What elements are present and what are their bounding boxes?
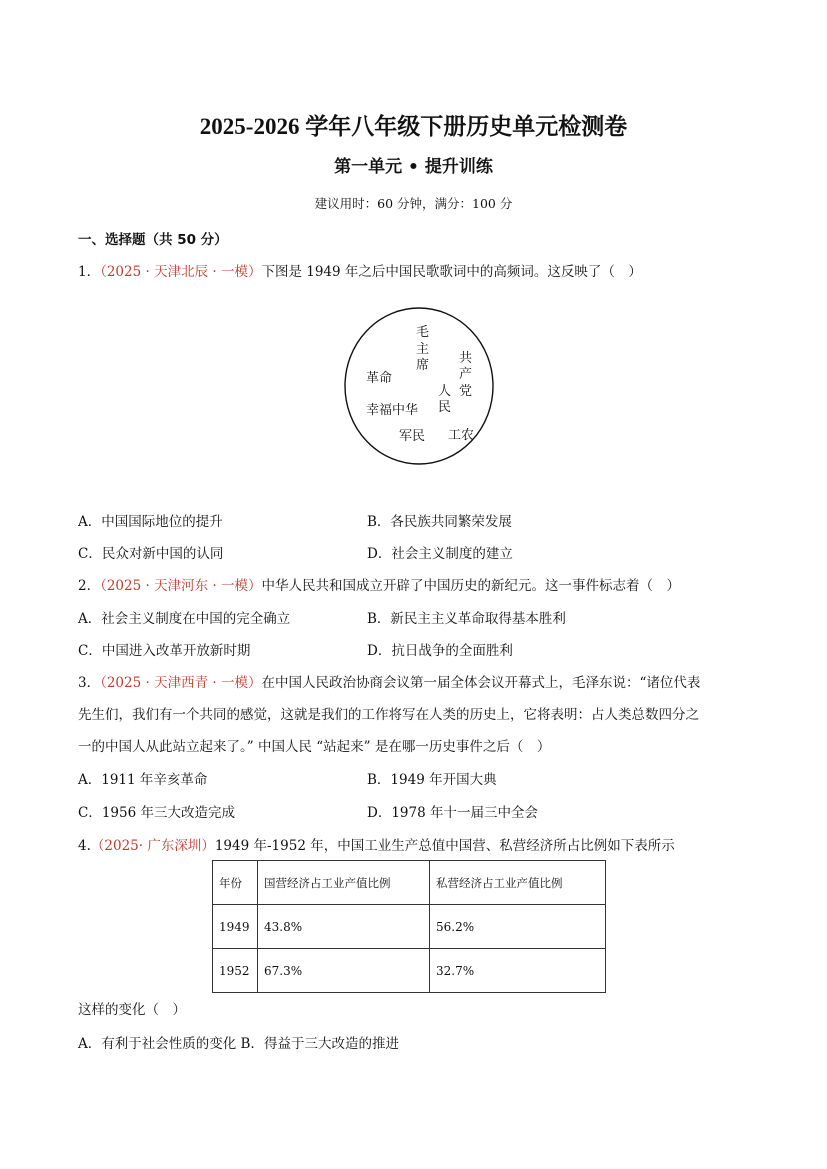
q1-option-c[interactable]: C．民众对新中国的认同	[78, 546, 224, 562]
question-source: （2025 · 天津河东 · 一模）	[100, 578, 262, 594]
table-header-year: 年份	[213, 861, 258, 905]
table-cell: 32.7%	[430, 949, 606, 993]
word-circle-figure	[343, 306, 495, 466]
word-junmin: 军民	[399, 429, 426, 444]
table-header-row	[213, 861, 606, 905]
q2-option-c[interactable]: C．中国进入改革开放新时期	[78, 643, 251, 659]
q2-option-a[interactable]: A．社会主义制度在中国的完全确立	[78, 611, 291, 627]
time-info: 建议用时：60 分钟，满分：100 分	[314, 196, 513, 211]
table-header-private: 私营经济占工业产值比例	[430, 861, 606, 905]
question-3	[78, 671, 700, 691]
q2-option-b[interactable]: B．新民主主义革命取得基本胜利	[367, 611, 566, 627]
q3-option-c[interactable]: C．1956 年三大改造完成	[78, 805, 235, 821]
word-min: 民	[438, 400, 452, 415]
question-3-line-2: 先生们，我们有一个共同的感觉，这就是我们的工作将写在人类的历史上，它将表明：占人类总数四分之	[78, 707, 699, 723]
word-zhu: 主	[416, 342, 430, 357]
question-number: 2．	[78, 578, 101, 594]
q1-option-a[interactable]: A．中国国际地位的提升	[78, 514, 223, 530]
table-cell: 56.2%	[430, 905, 606, 949]
word-dang: 党	[459, 384, 473, 399]
page-title: 2025-2026 学年八年级下册历史单元检测卷	[199, 114, 628, 139]
word-gong: 共	[459, 351, 473, 366]
question-number: 4.	[78, 838, 91, 854]
q1-option-b[interactable]: B．各民族共同繁荣发展	[367, 514, 512, 530]
word-geming: 革命	[366, 371, 393, 386]
q4-options-line[interactable]: A．有利于社会性质的变化 B．得益于三大改造的推进	[78, 1036, 399, 1052]
question-number: 1．	[78, 264, 101, 280]
table-row	[213, 949, 606, 993]
question-source: （2025· 广东深圳）	[90, 838, 215, 854]
word-mao: 毛	[416, 325, 430, 340]
question-stem: 下图是 1949 年之后中国民歌歌词中的高频词。这反映了（ ）	[261, 264, 642, 280]
question-stem: 中华人民共和国成立开辟了中国历史的新纪元。这一事件标志着（ ）	[261, 578, 680, 594]
question-4	[78, 834, 675, 854]
question-source: （2025 · 天津西青 · 一模）	[100, 675, 262, 691]
question-number: 3．	[78, 675, 101, 691]
word-gongnong: 工农	[448, 428, 475, 443]
q3-option-a[interactable]: A．1911 年辛亥革命	[78, 772, 208, 788]
question-stem: 1949 年-1952 年，中国工业生产总值中国营、私营经济所占比例如下表所示	[214, 838, 675, 854]
q3-option-d[interactable]: D．1978 年十一届三中全会	[367, 805, 538, 821]
word-ren: 人	[438, 384, 452, 399]
question-source: （2025 · 天津北辰 · 一模）	[100, 264, 262, 280]
table-cell: 1949	[213, 905, 258, 949]
q3-option-b[interactable]: B．1949 年开国大典	[367, 772, 497, 788]
table-cell: 1952	[213, 949, 258, 993]
question-1	[78, 260, 642, 280]
question-stem: 在中国人民政治协商会议第一届全体会议开幕式上，毛泽东说：“诸位代表	[261, 675, 701, 691]
word-chan: 产	[459, 367, 473, 382]
question-4-after: 这样的变化（ ）	[78, 1002, 186, 1018]
economy-ratio-table	[212, 860, 606, 993]
table-cell: 43.8%	[258, 905, 430, 949]
question-2	[78, 574, 680, 594]
question-3-line-3: 一的中国人从此站立起来了。” 中国人民 “站起来” 是在哪一历史事件之后（ ）	[78, 739, 551, 755]
q1-option-d[interactable]: D．社会主义制度的建立	[367, 546, 513, 562]
section-heading: 一、选择题（共 50 分）	[78, 232, 228, 248]
table-header-state: 国营经济占工业产值比例	[258, 861, 430, 905]
word-xingfu: 幸福中华	[366, 403, 419, 418]
word-xi: 席	[416, 358, 430, 373]
table-row	[213, 905, 606, 949]
table-cell: 67.3%	[258, 949, 430, 993]
q2-option-d[interactable]: D．抗日战争的全面胜利	[367, 643, 513, 659]
page-subtitle: 第一单元 • 提升训练	[334, 157, 493, 177]
